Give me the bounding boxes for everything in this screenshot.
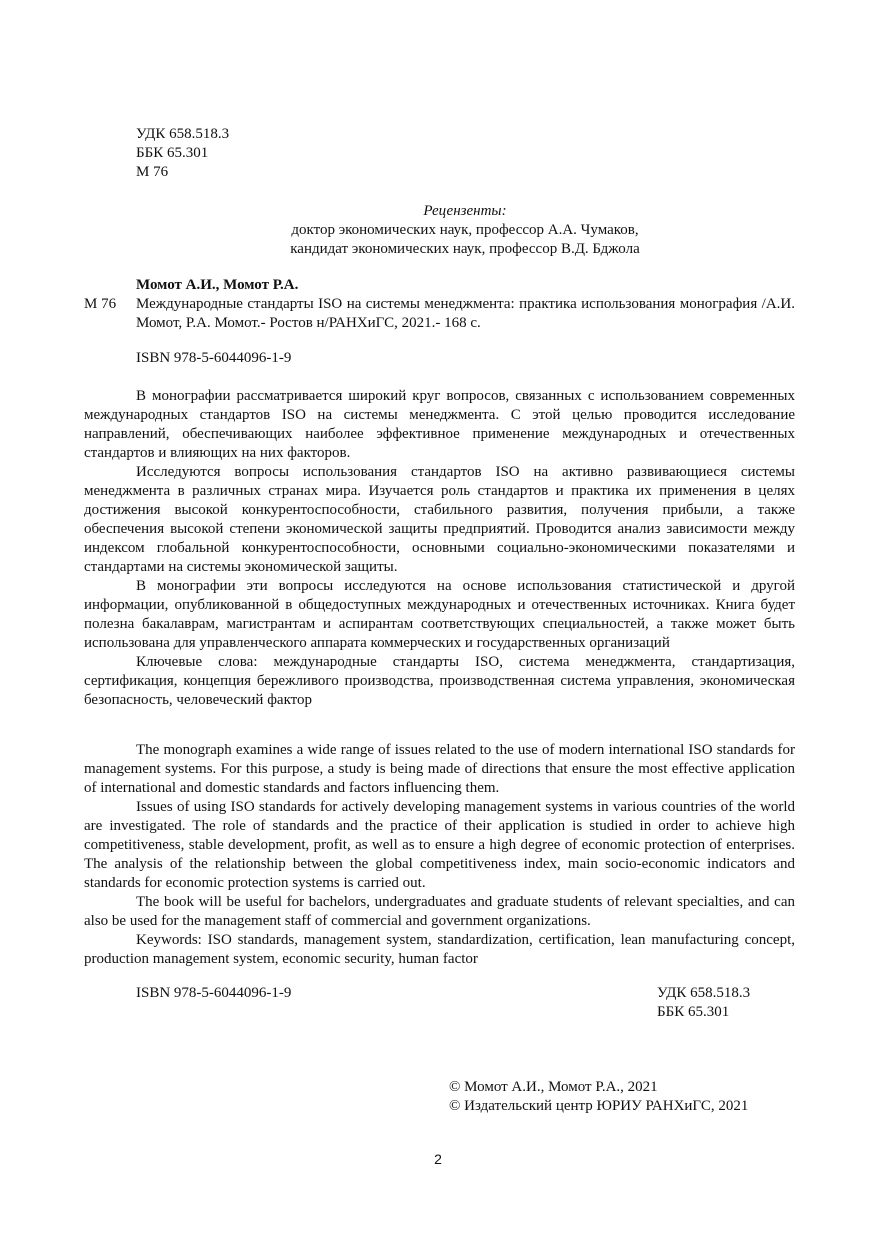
classification-block: [136, 125, 229, 182]
abstract-ru: [84, 387, 795, 710]
author-mark: М 76: [136, 164, 169, 180]
page-number: 2: [434, 1151, 442, 1167]
footer-isbn: ISBN 978-5-6044096-1-9: [136, 985, 292, 1001]
abstract-en-keywords: Keywords: ISO standards, management system, standardization, certification, lean manufacturing concept, production management system, economic security, human factor: [84, 932, 795, 967]
abstract-en: [84, 741, 795, 969]
reviewers-block: [255, 202, 675, 259]
abstract-en-paragraph: Issues of using ISO standards for actively developing management systems in various countries of the world are investigated. The role of standards and the practice of their application is studied in order to achieve high competitiveness, stable development, profit, as well as to ensure a high degree of economic protection of enterprises. The analysis of the relationship between the global competitiveness index, main socio-economic indicators and standards for economic protection systems is carried out.: [84, 799, 795, 891]
bibliographic-mark: М 76: [84, 296, 117, 312]
footer-bbk: ББК 65.301: [657, 1004, 730, 1020]
copyright-authors: © Момот А.И., Момот Р.А., 2021: [449, 1079, 658, 1095]
abstract-ru-paragraph: В монографии рассматривается широкий круг вопросов, связанных с использованием современных международных стандартов ISO на системы менеджмента. С этой целью проводится исследование направлений, обеспечивающих наиболее эффективное применение международных и отечественных стандартов и влияющих на них факторов.: [84, 388, 795, 461]
abstract-en-paragraph: The monograph examines a wide range of issues related to the use of modern international ISO standards for management systems. For this purpose, a study is being made of directions that ensure the most effective application of international and domestic standards and factors influencing them.: [84, 742, 795, 796]
abstract-ru-paragraph: В монографии эти вопросы исследуются на основе использования статистической и другой информации, опубликованной в общедоступных международных и отечественных источниках. Книга будет полезна бакалаврам, магистрантам и аспирантам соответствующих специальностей, а также может быть использована для управленческого аппарата коммерческих и государственных организаций: [84, 578, 795, 651]
copyright-publisher: © Издательский центр ЮРИУ РАНХиГС, 2021: [449, 1098, 749, 1114]
isbn-record: ISBN 978-5-6044096-1-9: [136, 350, 292, 366]
reviewers-heading: Рецензенты:: [423, 203, 507, 219]
bibliographic-description: Международные стандарты ISO на системы менеджмента: практика использования монография /А.И. Момот, Р.А. Момот.- Ростов н/РАНХиГС, 2021.- 168 с.: [136, 296, 795, 331]
reviewer-1: доктор экономических наук, профессор А.А. Чумаков,: [291, 222, 639, 238]
abstract-ru-keywords: Ключевые слова: международные стандарты ISO, система менеджмента, стандартизация, сертификация, концепция бережливого производства, производственная система управления, экономическая безопасность, человеческий фактор: [84, 654, 795, 708]
udk-code: УДК 658.518.3: [136, 126, 230, 142]
footer-codes: [657, 984, 750, 1022]
bbk-code: ББК 65.301: [136, 145, 209, 161]
reviewer-2: кандидат экономических наук, профессор В.Д. Бджола: [290, 241, 640, 257]
footer-udk: УДК 658.518.3: [657, 985, 751, 1001]
abstract-ru-paragraph: Исследуются вопросы использования стандартов ISO на активно развивающиеся системы менеджмента в различных странах мира. Изучается роль стандартов и практика их применения в целях достижения высокой конкурентоспособности, стабильного развития, получения прибыли, а также обеспечения высокой степени экономической защиты предприятий. Проводится анализ зависимости между индексом глобальной конкурентоспособности, основными социально-экономическими показателями и стандартами на системы экономической защиты.: [84, 464, 795, 575]
copyright-block: [449, 1078, 748, 1116]
abstract-en-paragraph: The book will be useful for bachelors, undergraduates and graduate students of relevant specialties, and can also be used for the management staff of commercial and government organizations.: [84, 894, 795, 929]
authors-heading: Момот А.И., Момот Р.А.: [136, 277, 299, 293]
